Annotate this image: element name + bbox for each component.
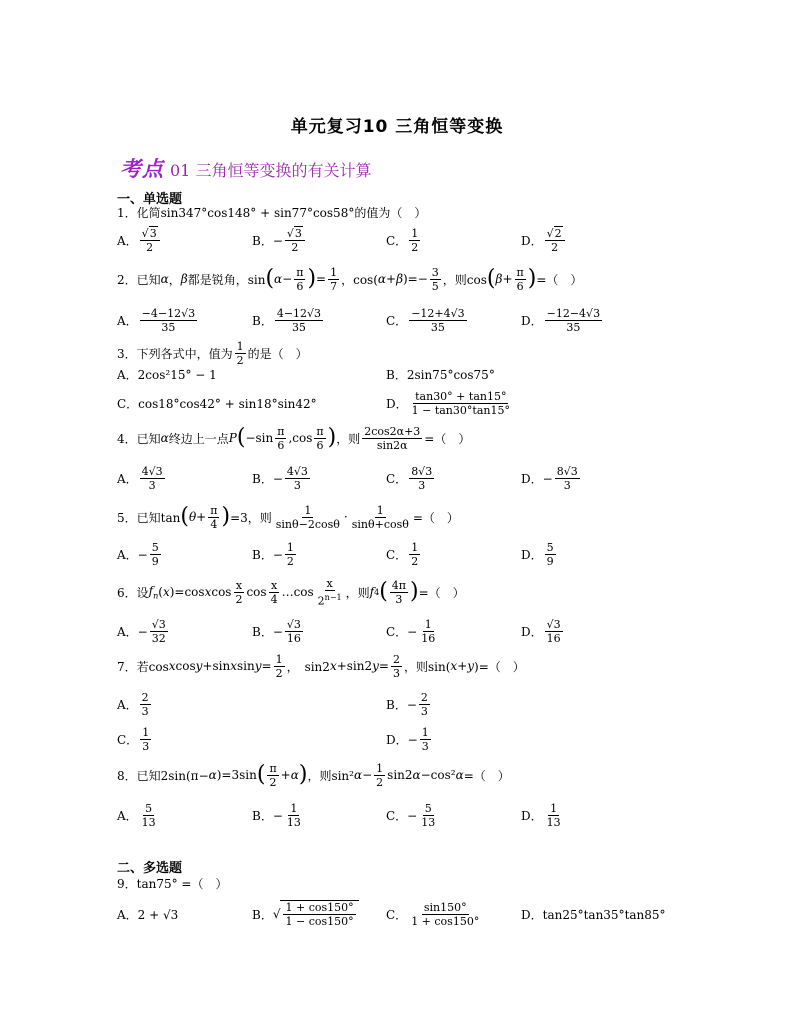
q7-option-c: C． $\frac{1}{3}$ bbox=[117, 725, 150, 753]
q2-option-d: D． $\frac{-12-4√3}{35}$ bbox=[521, 306, 601, 334]
q1-option-b: B．− $\frac{√3}{2}$ bbox=[252, 222, 307, 258]
q2-option-c: C． $\frac{-12+4√3}{35}$ bbox=[386, 306, 465, 334]
section-single-choice: 一、单选题 bbox=[117, 192, 183, 207]
q3-option-d: D． $\frac{\tan 30^\circ + \tan 15^\circ}{1 - \tan 30^\circ\tan 15^\circ}$ bbox=[386, 389, 510, 417]
q3-option-a: A．2cos²15° − 1 bbox=[117, 367, 217, 382]
q3-d-num: tan30° + tan15° bbox=[415, 389, 507, 403]
question-4: 4．已知 α 终边上一点 P ( −sin $\frac{\pi}{6}$ ,cos $\frac{\pi}{6}$ ) ，则 $\frac{2\cos 2\alpha+3}{\sin 2\alpha}$ =（ ） bbox=[117, 424, 471, 452]
q3-stem: 3．下列各式中，值为 bbox=[117, 346, 233, 361]
q6-option-c: C．− $\frac{1}{16}$ bbox=[386, 617, 436, 645]
question-2: 2．已知 α ， β 都是锐角，sin ( α − $\frac{\pi}{6}$ ) = $\frac{1}{7}$ ，cos( α + β )=− $\frac{3}{5}$ ，则cos ( β + $\frac{\pi}{6}$ ) =（ ） bbox=[117, 265, 583, 293]
q9-option-d: D．tan25°tan35°tan85° bbox=[521, 907, 666, 922]
q6-option-d: D． $\frac{√3}{16}$ bbox=[521, 617, 561, 645]
question-5: 5．已知tan ( θ + $\frac{\pi}{4}$ ) =3，则 $\frac{1}{\sin\theta-2\cos\theta}$ · $\frac{1}{\sin\theta+\cos\theta}$ =（ ） bbox=[117, 503, 459, 531]
q9-c-den: 1 + cos150° bbox=[411, 914, 480, 928]
question-7: 7．若cos x cos y +sin x sin y = $\frac{1}{2}$ ， sin2 x +sin2 y = $\frac{2}{3}$ ，则sin( x + y )=（ ） bbox=[117, 652, 525, 680]
question-1: 1．化简sin347°cos148° + sin77°cos58°的值为（ ） bbox=[117, 205, 427, 220]
q5-option-c: C． $\frac{1}{2}$ bbox=[386, 540, 419, 568]
q4-option-d: D．− $\frac{8√3}{3}$ bbox=[521, 464, 578, 492]
q2-option-b: B． $\frac{4-12√3}{35}$ bbox=[252, 306, 322, 334]
q7-option-b: B．− $\frac{2}{3}$ bbox=[386, 690, 428, 718]
q9-option-a: A．2 + √3 bbox=[117, 907, 179, 922]
q4-option-b: B．− $\frac{4√3}{3}$ bbox=[252, 464, 308, 492]
page-title: 单元复习10 三角恒等变换 bbox=[290, 117, 504, 137]
q3-option-b: B．2sin75°cos75° bbox=[386, 367, 495, 382]
q7-option-d: D．− $\frac{1}{3}$ bbox=[386, 725, 429, 753]
q3-option-c: C．cos18°cos42° + sin18°sin42° bbox=[117, 396, 317, 411]
q9-b-den: 1 − cos150° bbox=[285, 915, 354, 928]
topic-title: 01 三角恒等变换的有关计算 bbox=[170, 161, 372, 180]
q2-option-a: A． $\frac{-4-12√3}{35}$ bbox=[117, 306, 196, 334]
q8-option-c: C．− $\frac{5}{13}$ bbox=[386, 801, 436, 829]
q9-c-num: sin150° bbox=[423, 900, 467, 914]
question-6: 6．设 $f_n$ ( x )=cos x cos $\frac{x}{2}$ cos $\frac{x}{4}$ …cos $\frac{x}{2^{n-1}}$ ，则 f 4 ( $\frac{4\pi}{3}$ ) =（ ） bbox=[117, 576, 465, 608]
section-multi-choice: 二、多选题 bbox=[117, 861, 183, 876]
q9-option-c: C． $\frac{\sin 150^\circ}{1 + \cos 150^\circ}$ bbox=[386, 900, 480, 928]
q8-option-b: B．− $\frac{1}{13}$ bbox=[252, 801, 301, 829]
q6-option-b: B．− $\frac{√3}{16}$ bbox=[252, 617, 301, 645]
q7-option-a: A． $\frac{2}{3}$ bbox=[117, 690, 149, 718]
q4-option-a: A． $\frac{4√3}{3}$ bbox=[117, 464, 163, 492]
q9-b-num: 1 + cos150° bbox=[285, 901, 354, 914]
q5-option-b: B．− $\frac{1}{2}$ bbox=[252, 540, 294, 568]
q5-option-a: A．− $\frac{5}{9}$ bbox=[117, 540, 159, 568]
q1-option-c: C． $\frac{1}{2}$ bbox=[386, 226, 419, 254]
q1-option-d: D． $\frac{√2}{2}$ bbox=[521, 222, 567, 258]
question-3: 3．下列各式中，值为 $\frac{1}{2}$ 的是（ ） bbox=[117, 339, 308, 367]
q3-d-den: 1 − tan30°tan15° bbox=[411, 403, 510, 417]
q3-stem-end: 的是（ ） bbox=[247, 346, 308, 361]
q1-option-a: A． $\frac{√3}{2}$ bbox=[117, 222, 162, 258]
q5-option-d: D． $\frac{5}{9}$ bbox=[521, 540, 554, 568]
question-8: 8．已知2sin(π− α )=3sin ( $\frac{\pi}{2}$ + α ) ，则sin² α − $\frac{1}{2}$ sin2 α −cos² α =（ ） bbox=[117, 761, 510, 789]
topic-heading bbox=[120, 153, 371, 183]
q8-option-d: D． $\frac{1}{13}$ bbox=[521, 801, 561, 829]
q9-option-b: B． √ $\frac{1 + \cos 150^\circ}{1 - \cos 150^\circ}$ bbox=[252, 896, 359, 932]
topic-label: 考点 bbox=[120, 157, 164, 181]
q6-option-a: A．− $\frac{√3}{32}$ bbox=[117, 617, 166, 645]
q4-option-c: C． $\frac{8√3}{3}$ bbox=[386, 464, 433, 492]
question-9: 9．tan75° =（ ） bbox=[117, 876, 228, 891]
q8-option-a: A． $\frac{5}{13}$ bbox=[117, 801, 156, 829]
